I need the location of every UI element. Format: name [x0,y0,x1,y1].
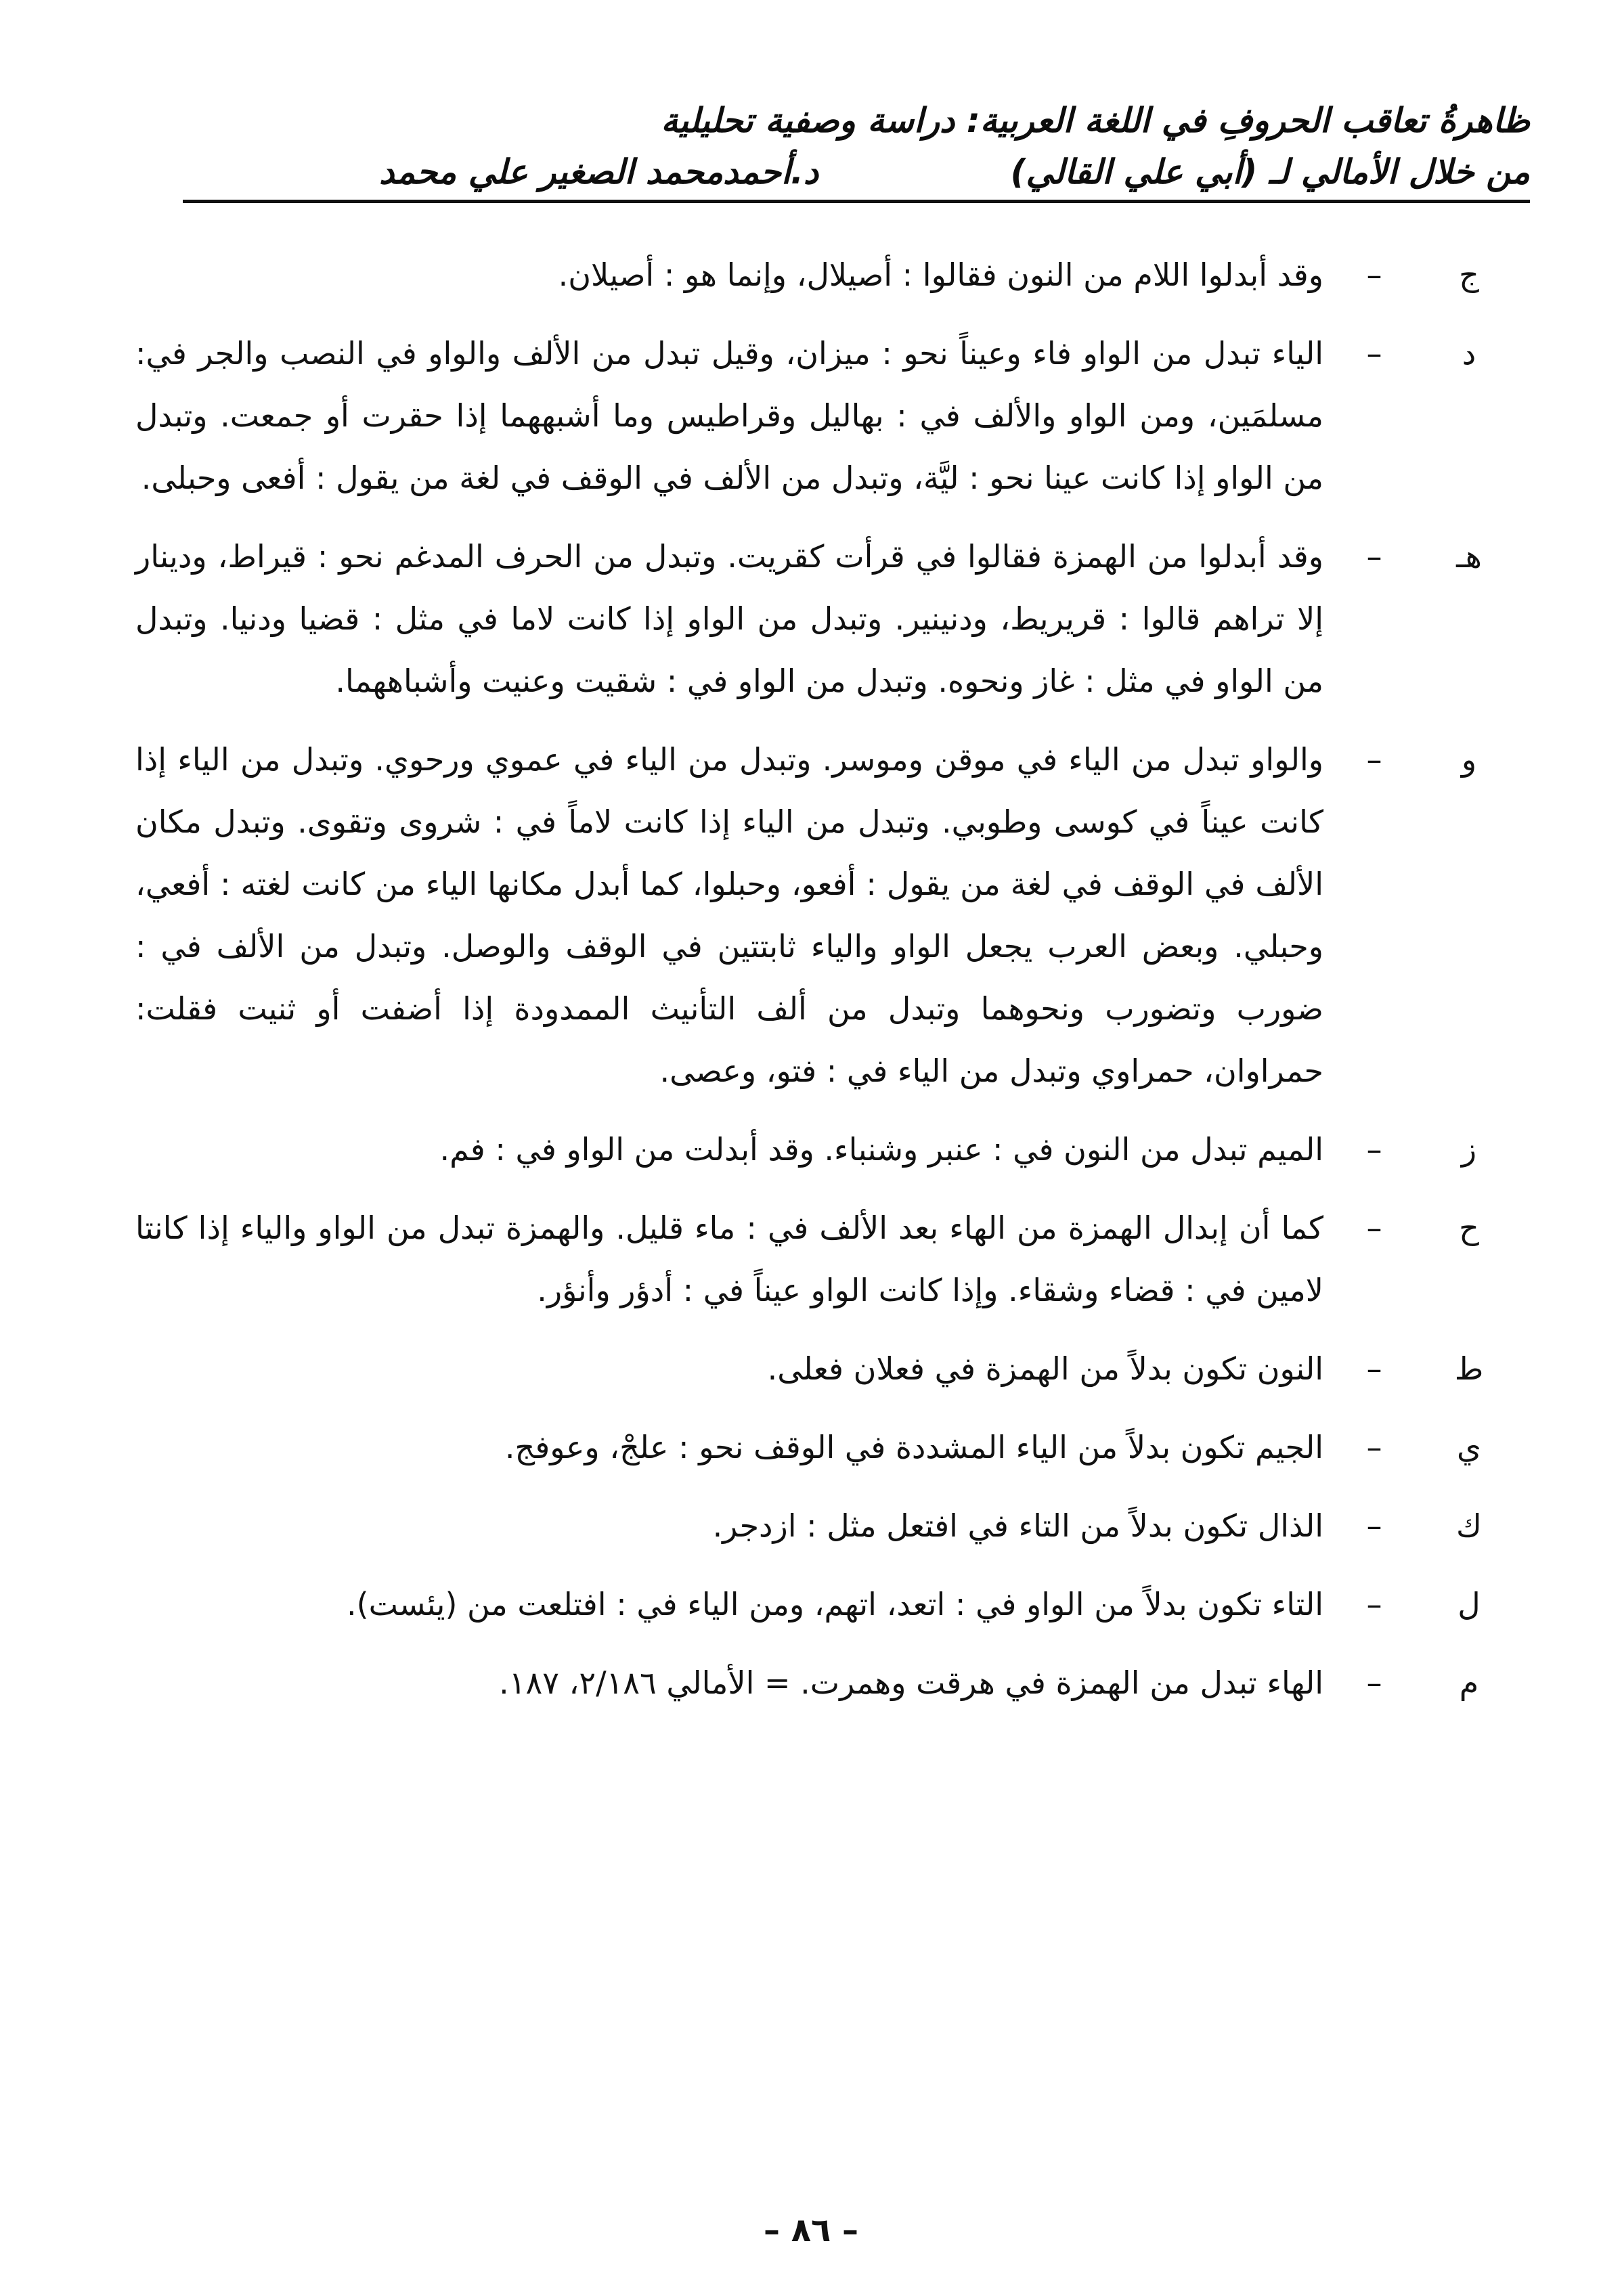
item-letter: ط [1454,1350,1484,1387]
list-item [135,525,1493,712]
item-text: كما أن إبدال الهمزة من الهاء بعد الألف في : ماء قليل. والهمزة تبدل من الواو والياء إذا كانتا لامين في : قضاء وشقاء. وإذا كانت الواو عيناً في : أدؤر وأنؤر. [135,1210,1323,1308]
list-item [135,1197,1493,1321]
item-text: الذال تكون بدلاً من التاء في افتعل مثل : ازدجر. [712,1507,1323,1544]
running-header [183,95,1530,198]
list-item [135,1652,1493,1714]
item-text: وقد أبدلوا اللام من النون فقالوا : أصيلال، وإنما هو : أصيلان. [558,257,1323,293]
list-item [135,1416,1493,1478]
item-letter: ي [1456,1429,1481,1465]
list-item [135,1118,1493,1180]
item-letter: ك [1456,1507,1482,1544]
item-dash: – [1366,1350,1382,1387]
header-rule [183,200,1530,203]
list-item [135,1573,1493,1635]
header-author: د.أحمدمحمد الصغير علي محمد [379,152,819,192]
item-dash: – [1366,1664,1382,1701]
item-text: التاء تكون بدلاً من الواو في : اتعد، اتهم، ومن الياء في : افتلعت من (يئست). [347,1586,1323,1622]
item-letter: ج [1459,257,1479,293]
item-text: الهاء تبدل من الهمزة في هرقت وهمرت. = الأمالي ٢/١٨٦، ١٨٧. [499,1664,1323,1701]
item-dash: – [1366,741,1382,778]
item-text: النون تكون بدلاً من الهمزة في فعلان فعلى. [767,1350,1323,1387]
item-dash: – [1366,1586,1382,1622]
header-title: ظاهرةُ تعاقب الحروفِ في اللغة العربية: دراسة وصفية تحليلية [661,101,1530,140]
item-letter: م [1459,1664,1479,1701]
item-dash: – [1366,1429,1382,1465]
item-text: الجيم تكون بدلاً من الياء المشددة في الوقف نحو : علجْ، وعوفج. [504,1429,1323,1465]
item-list [135,244,1493,1730]
item-dash: – [1366,1507,1382,1544]
list-item [135,244,1493,306]
item-letter: ل [1457,1586,1481,1622]
item-dash: – [1366,1131,1382,1168]
item-text: وقد أبدلوا من الهمزة فقالوا في قرأت كقريت. وتبدل من الحرف المدغم نحو : قيراط، ودينار إلا تراهم قالوا : قريريط، ودنينير. وتبدل من الواو إذا كانت لاما في مثل : قضيا ودنيا. وتبدل من الواو في مثل : غاز ونحوه. وتبدل من الواو في : شقيت وعنيت وأشباههما. [135,538,1323,699]
header-source: من خلال الأمالي لـ (أبي علي القالي) [1010,152,1530,192]
list-item [135,728,1493,1102]
item-text: والواو تبدل من الياء في موقن وموسر. وتبدل من الياء في عموي ورحوي. وتبدل من الياء إذا كانت عيناً في كوسى وطوبي. وتبدل من الياء إذا كانت لاماً في : شروى وتقوى. وتبدل مكان الألف في الوقف في لغة من يقول : أفعو، وحبلوا، كما أبدل مكانها الياء من كانت لغته : أفعي، وحبلي. وبعض العرب يجعل الواو والياء ثابتتين في الوقف والوصل. وتبدل من الألف في : ضورب وتضورب ونحوهما وتبدل من ألف التأنيث الممدودة إذا أضفت أو ثنيت فقلت: حمراوان، حمراوي وتبدل من الياء في : فتو، وعصى. [135,741,1323,1089]
item-letter: و [1461,741,1477,778]
item-letter: ز [1461,1131,1477,1168]
list-item [135,1495,1493,1557]
item-dash: – [1366,257,1382,293]
item-letter: ح [1459,1210,1479,1246]
item-letter: د [1462,335,1476,372]
page-number: – ٨٦ – [763,2211,859,2249]
item-dash: – [1366,1210,1382,1246]
item-letter: هـ [1456,538,1482,575]
item-dash: – [1366,335,1382,372]
list-item [135,322,1493,509]
item-text: الياء تبدل من الواو فاء وعيناً نحو : ميزان، وقيل تبدل من الألف والواو في النصب والجر في: مسلمَين، ومن الواو والألف في : بهاليل وقراطيس وما أشبههما إذا حقرت أو جمعت. وتبدل من الواو إذا كانت عينا نحو : ليَّة، وتبدل من الألف في الوقف في لغة من يقول : أفعى وحبلى. [135,335,1323,496]
item-dash: – [1366,538,1382,575]
list-item [135,1338,1493,1400]
header-subtitle-row [183,146,1530,198]
item-text: الميم تبدل من النون في : عنبر وشنباء. وقد أبدلت من الواو في : فم. [439,1131,1323,1168]
